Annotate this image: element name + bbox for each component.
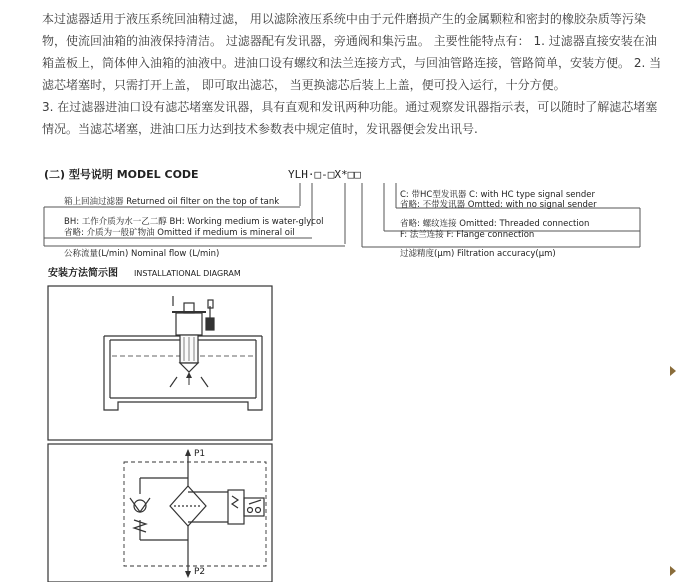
label-return-filter: 箱上回油过滤器 Returned oil filter on the top of tank: [64, 197, 280, 207]
label-bh-medium: BH: 工作介质为水一乙二醇 BH: Working medium is water-glycol: [64, 217, 324, 227]
label-mineral-oil: 省略: 介质为一般矿物油 Omitted if medium is mineral oil: [64, 228, 295, 238]
label-filtration-accuracy: 过滤精度(μm) Filtration accuracy(μm): [400, 249, 556, 259]
label-nominal-flow: 公称流量(L/min) Nominal flow (L/min): [64, 249, 220, 259]
installation-diagram: [48, 286, 272, 440]
hydraulic-schematic: [48, 444, 272, 582]
label-flange: F: 法兰连接 F: Flange connection: [400, 230, 535, 240]
model-section-title: (二) 型号说明 MODEL CODE: [44, 168, 199, 181]
label-threaded: 省略: 螺纹连接 Omitted: Threaded connection: [400, 219, 590, 229]
label-signal-c: C: 带HC型发讯器 C: with HC type signal sender: [400, 190, 595, 200]
intro-paragraph-1: 本过滤器适用于液压系统回油精过滤， 用以滤除液压系统中由于元件磨损产生的金属颗粒和密封的橡胶杂质等污染物，使流回油箱的油液保持清洁。 过滤器配有发讯器，旁通阀和集污盅。 主要性能特点有： 1. 过滤器直接安装在油箱盖板上，筒体伸入油箱的油液中。进油口设有螺纹和法兰连接方式，与回油管路连接，管路简单，安装方便。 2. 当滤芯堵塞时，只需打开上盖， 即可取出滤芯， 当更换滤芯后装上上盖，便可投入运行，十分方便。: [42, 12, 662, 92]
scroll-arrow-icon[interactable]: [670, 366, 676, 376]
intro-paragraph-2: 3. 在过滤器进油口设有滤芯堵塞发讯器，具有直观和发讯两种功能。通过观察发讯器指示表，可以随时了解滤芯堵塞情况。当滤芯堵塞，进油口压力达到技术参数表中规定值时，发讯器便会发出讯号.: [42, 100, 658, 136]
model-code: YLH·□-□X*□□: [288, 168, 361, 181]
install-title: 安装方法简示图: [48, 268, 118, 279]
port-p1: P1: [194, 449, 206, 459]
install-title-en: INSTALLATIONAL DIAGRAM: [134, 269, 241, 278]
label-no-signal: 省略: 不带发讯器 Omtted: with no signal sender: [400, 200, 597, 210]
scroll-arrow-icon[interactable]: [670, 566, 676, 576]
port-p2: P2: [194, 567, 206, 577]
